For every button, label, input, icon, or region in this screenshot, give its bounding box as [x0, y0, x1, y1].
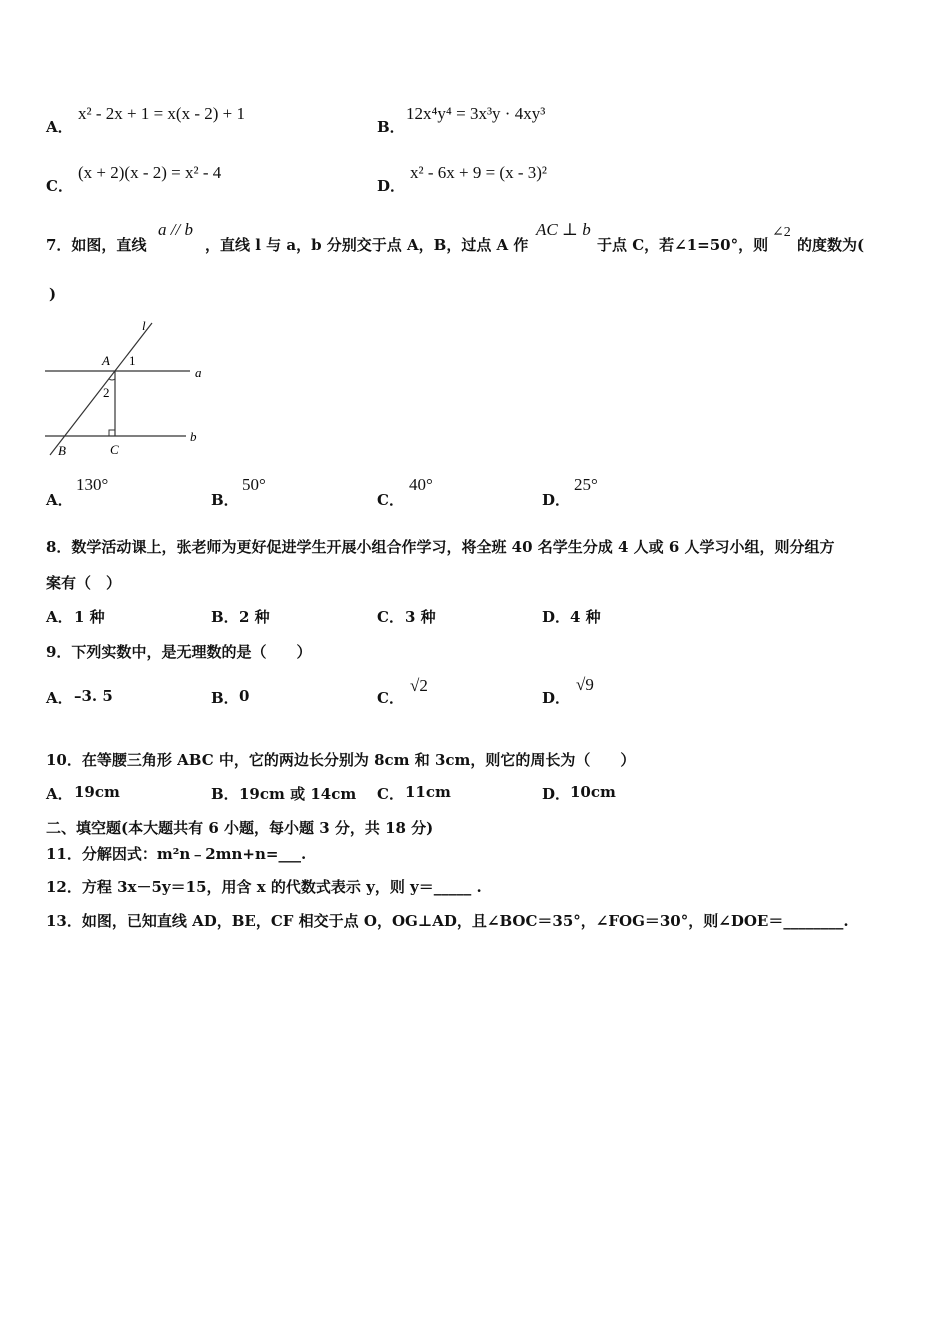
q13-stem: 13．如图，已知直线 AD，BE，CF 相交于点 O，OG⊥AD，且∠BOC＝35°，∠FOG＝30°，则∠DOE＝________. — [46, 912, 849, 930]
q7-stem-end: 的度数为( — [797, 236, 865, 254]
q10-option-c-value: 11cm — [405, 783, 451, 801]
q6-option-b-expr: 12x⁴y⁴ = 3x³y · 4xy³ — [406, 104, 546, 123]
q9-option-b-value: 0 — [239, 687, 250, 705]
q10-option-c-label: C． — [377, 785, 404, 803]
q7-option-d-label: D． — [542, 491, 571, 509]
q8-stem-line1: 8．数学活动课上，张老师为更好促进学生开展小组合作学习，将全班 40 名学生分成 4 人或 6 人学习小组，则分组方 — [46, 538, 835, 556]
label-b: b — [190, 429, 197, 444]
q6-option-d-expr: x² - 6x + 9 = (x - 3)² — [410, 163, 548, 182]
label-B: B — [58, 443, 66, 458]
q9-stem: 9．下列实数中，是无理数的是（ ） — [46, 643, 312, 661]
q8-stem-line2: 案有（ ） — [46, 574, 122, 592]
q7-option-c-label: C． — [377, 491, 404, 509]
q10-option-b-value: 19cm 或 14cm — [239, 785, 357, 803]
q7-option-c-value: 40° — [409, 475, 433, 494]
q6-option-c-label: C． — [46, 177, 73, 195]
q9-option-a-value: –3. 5 — [74, 687, 113, 705]
q8-option-d-value: 4 种 — [570, 608, 601, 626]
line-l — [50, 323, 152, 455]
q6-option-b-label: B． — [377, 118, 405, 136]
q6-option-a-expr: x² - 2x + 1 = x(x - 2) + 1 — [78, 104, 246, 123]
q7-option-d-value: 25° — [574, 475, 598, 494]
label-A: A — [102, 353, 110, 368]
right-angle-mark — [109, 430, 115, 436]
q8-option-a-label: A． — [46, 608, 73, 626]
q7-stem-start: 7．如图，直线 — [46, 236, 147, 254]
q8-option-c-label: C． — [377, 608, 404, 626]
q10-option-d-label: D． — [542, 785, 571, 803]
q9-option-d-value: √9 — [576, 675, 594, 694]
q6-option-d-label: D． — [377, 177, 406, 195]
q8-option-b-label: B． — [211, 608, 239, 626]
q10-stem: 10．在等腰三角形 ABC 中，它的两边长分别为 8cm 和 3cm，则它的周长为（ ） — [46, 751, 636, 769]
label-2: 2 — [103, 385, 110, 400]
q10-option-d-value: 10cm — [570, 783, 616, 801]
q7-option-a-label: A． — [46, 491, 73, 509]
q6-option-c-expr: (x + 2)(x - 2) = x² - 4 — [78, 163, 222, 182]
q9-option-d-label: D． — [542, 689, 571, 707]
q11-stem: 11．分解因式：m²n﹣2mn+n=___. — [46, 845, 307, 863]
q8-option-d-label: D． — [542, 608, 571, 626]
q8-option-c-value: 3 种 — [405, 608, 436, 626]
q7-stem-middle: ，直线 l 与 a，b 分别交于点 A，B，过点 A 作 — [205, 236, 529, 254]
q7-option-a-value: 130° — [76, 475, 109, 494]
q7-parallel-expr: a // b — [158, 220, 193, 239]
q7-option-b-label: B． — [211, 491, 239, 509]
q6-option-a-label: A． — [46, 118, 73, 136]
label-C: C — [110, 442, 119, 457]
q10-option-a-value: 19cm — [74, 783, 120, 801]
q9-option-c-value: √2 — [410, 676, 428, 695]
q7-angle2-expr: ∠2 — [772, 225, 791, 240]
q9-option-b-label: B． — [211, 689, 239, 707]
q7-option-b-value: 50° — [242, 475, 266, 494]
q7-close-paren: ) — [49, 285, 57, 303]
q9-option-c-label: C． — [377, 689, 404, 707]
q8-option-a-value: 1 种 — [74, 608, 105, 626]
q7-stem-middle2: 于点 C，若∠1=50°，则 — [597, 236, 769, 254]
q12-stem: 12．方程 3x－5y＝15，用含 x 的代数式表示 y，则 y＝_____ . — [46, 878, 482, 896]
label-1: 1 — [129, 353, 136, 368]
label-a: a — [195, 365, 202, 380]
q10-option-a-label: A． — [46, 785, 73, 803]
label-l: l — [142, 318, 146, 333]
q7-figure — [40, 315, 220, 463]
q7-perp-expr: AC ⊥ b — [536, 220, 591, 239]
angle-2-arc — [109, 379, 115, 380]
q8-option-b-value: 2 种 — [239, 608, 270, 626]
q9-option-a-label: A． — [46, 689, 73, 707]
section-2-heading: 二、填空题(本大题共有 6 小题，每小题 3 分，共 18 分) — [46, 819, 434, 837]
q10-option-b-label: B． — [211, 785, 239, 803]
